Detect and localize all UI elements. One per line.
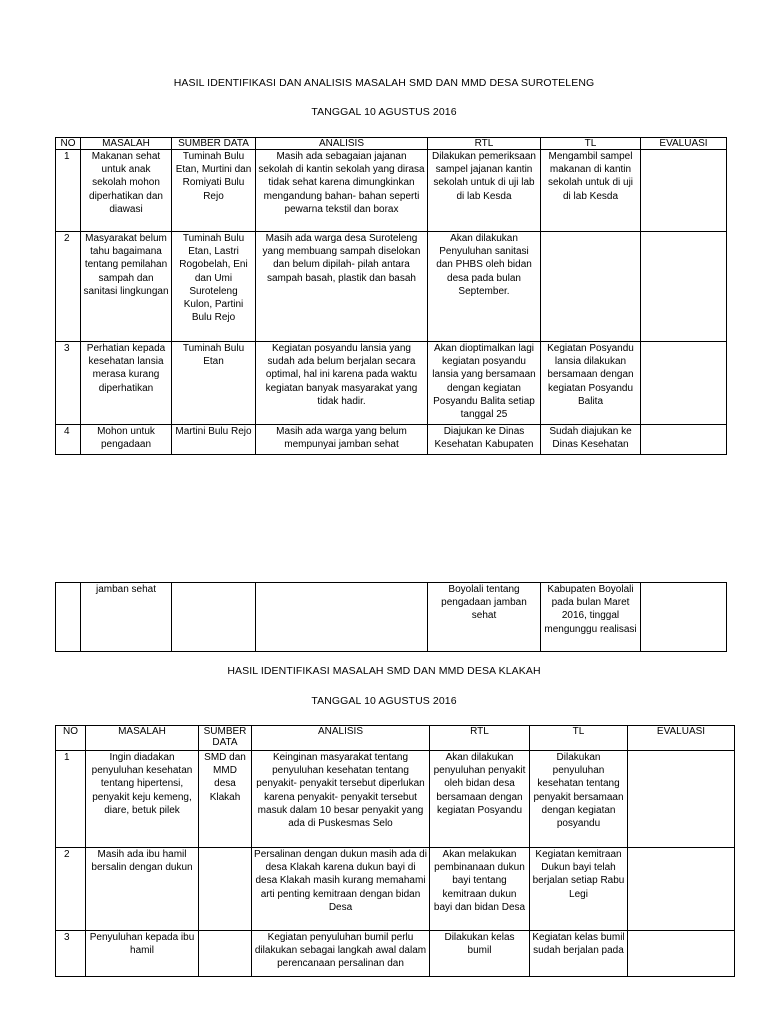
table-row (56, 583, 727, 652)
cell-tl: Kegiatan Posyandu lansia dilakukan bersamaan dengan kegiatan Posyandu Balita (541, 342, 641, 425)
header-tl: TL (541, 138, 641, 150)
table-row (56, 150, 727, 232)
table-row (56, 342, 727, 425)
cell-no: 3 (56, 342, 81, 425)
cell-sumber: Martini Bulu Rejo (172, 425, 256, 455)
header-no: NO (56, 138, 81, 150)
header-analisis: ANALISIS (252, 726, 430, 751)
cell-sumber: Tuminah Bulu Etan, Murtini dan Romiyati Bulu Rejo (172, 150, 256, 232)
cell-masalah: Ingin diadakan penyuluhan kesehatan tentang hipertensi, penyakit keju kemeng, diare, betuk pilek (86, 751, 199, 848)
header-sumber-data: SUMBER DATA (172, 138, 256, 150)
cell-sumber (199, 931, 252, 977)
section2-title: HASIL IDENTIFIKASI MASALAH SMD DAN MMD DESA KLAKAH (227, 665, 541, 677)
cell-sumber (199, 848, 252, 931)
cell-analisis: Masih ada warga yang belum mempunyai jamban sehat (256, 425, 428, 455)
table-row (56, 232, 727, 342)
cell-rtl: Dilakukan kelas bumil (430, 931, 530, 977)
cell-no: 1 (56, 150, 81, 232)
section2-date: TANGGAL 10 AGUSTUS 2016 (311, 695, 457, 707)
header-rtl: RTL (430, 726, 530, 751)
table-row (56, 425, 727, 455)
cell-analisis: Kegiatan posyandu lansia yang sudah ada belum berjalan secara optimal, hal ini karena pada waktu kegiatan banyak masyarakat yang tidak hadir. (256, 342, 428, 425)
header-evaluasi: EVALUASI (628, 726, 735, 751)
cell-masalah: Mohon untuk pengadaan (81, 425, 172, 455)
cell-analisis: Masih ada warga desa Suroteleng yang membuang sampah diselokan dan belum dipilah- pilah antara sampah basah, plastik dan basah (256, 232, 428, 342)
cell-analisis: Keinginan masyarakat tentang penyuluhan kesehatan tentang penyakit- penyakit tersebut diperlukan karena penyakit- penyakit tersebut masuk dalam 10 besar penyakit yang ada di Puskesmas Selo (252, 751, 430, 848)
cell-no: 4 (56, 425, 81, 455)
cell-masalah: Masih ada ibu hamil bersalin dengan dukun (86, 848, 199, 931)
cell-no: 2 (56, 848, 86, 931)
cell-rtl: Boyolali tentang pengadaan jamban sehat (428, 583, 541, 652)
cell-masalah: Penyuluhan kepada ibu hamil (86, 931, 199, 977)
cell-rtl: Akan dioptimalkan lagi kegiatan posyandu lansia yang bersamaan dengan kegiatan Posyandu Balita setiap tanggal 25 (428, 342, 541, 425)
table-row (56, 848, 735, 931)
cell-sumber: Tuminah Bulu Etan, Lastri Rogobelah, Eni dan Umi Suroteleng Kulon, Partini Bulu Rejo (172, 232, 256, 342)
cell-rtl: Diajukan ke Dinas Kesehatan Kabupaten (428, 425, 541, 455)
cell-no: 2 (56, 232, 81, 342)
header-sumber-data: SUMBER DATA (199, 726, 252, 751)
header-no: NO (56, 726, 86, 751)
header-masalah: MASALAH (86, 726, 199, 751)
cell-tl: Kegiatan kemitraan Dukun bayi telah berjalan setiap Rabu Legi (530, 848, 628, 931)
cell-tl (541, 232, 641, 342)
klakah-table (55, 725, 735, 977)
cell-masalah: jamban sehat (81, 583, 172, 652)
section1-title: HASIL IDENTIFIKASI DAN ANALISIS MASALAH SMD DAN MMD DESA SUROTELENG (173, 77, 595, 89)
table-row (56, 751, 735, 848)
header-tl: TL (530, 726, 628, 751)
cell-rtl: Dilakukan pemeriksaan sampel jajanan kantin sekolah untuk di uji lab di lab Kesda (428, 150, 541, 232)
cell-evaluasi (628, 848, 735, 931)
cell-analisis: Kegiatan penyuluhan bumil perlu dilakukan sebagai langkah awal dalam perencanaan persalinan dan (252, 931, 430, 977)
cell-evaluasi (641, 232, 727, 342)
cell-masalah: Masyarakat belum tahu bagaimana tentang pemilahan sampah dan sanitasi lingkungan (81, 232, 172, 342)
surotel-table (55, 137, 727, 455)
header-analisis: ANALISIS (256, 138, 428, 150)
cell-rtl: Akan dilakukan Penyuluhan sanitasi dan PHBS oleh bidan desa pada bulan September. (428, 232, 541, 342)
cell-no: 1 (56, 751, 86, 848)
cell-masalah: Perhatian kepada kesehatan lansia merasa kurang diperhatikan (81, 342, 172, 425)
cell-rtl: Akan melakukan pembinanaan dukun bayi tentang kemitraan dukun bayi dan bidan Desa (430, 848, 530, 931)
cell-analisis (256, 583, 428, 652)
cell-tl: Kegiatan kelas bumil sudah berjalan pada (530, 931, 628, 977)
cell-analisis: Masih ada sebagaian jajanan sekolah di kantin sekolah yang dirasa tidak sehat karena dimungkinkan mengandung bahan- bahan seperti pewarna tekstil dan borax (256, 150, 428, 232)
header-evaluasi: EVALUASI (641, 138, 727, 150)
cell-sumber (172, 583, 256, 652)
cell-evaluasi (628, 931, 735, 977)
table-row (56, 931, 735, 977)
cell-sumber: Tuminah Bulu Etan (172, 342, 256, 425)
cell-analisis: Persalinan dengan dukun masih ada di desa Klakah karena dukun bayi di desa Klakah masih kurang memahami arti penting kemitraan dengan bidan Desa (252, 848, 430, 931)
cell-tl: Mengambil sampel makanan di kantin sekolah untuk di uji di lab Kesda (541, 150, 641, 232)
cell-evaluasi (641, 150, 727, 232)
cell-tl: Dilakukan penyuluhan kesehatan tentang penyakit bersamaan dengan kegiatan posyandu (530, 751, 628, 848)
cell-evaluasi (641, 583, 727, 652)
cell-rtl: Akan dilakukan penyuluhan penyakit oleh bidan desa bersamaan dengan kegiatan Posyandu (430, 751, 530, 848)
cell-evaluasi (641, 342, 727, 425)
section1-date: TANGGAL 10 AGUSTUS 2016 (311, 106, 457, 118)
cell-evaluasi (641, 425, 727, 455)
surotel-table-continued (55, 582, 727, 652)
cell-no: 3 (56, 931, 86, 977)
cell-sumber: SMD dan MMD desa Klakah (199, 751, 252, 848)
cell-evaluasi (628, 751, 735, 848)
header-rtl: RTL (428, 138, 541, 150)
cell-masalah: Makanan sehat untuk anak sekolah mohon diperhatikan dan diawasi (81, 150, 172, 232)
cell-tl: Kabupaten Boyolali pada bulan Maret 2016, tinggal mengunggu realisasi (541, 583, 641, 652)
cell-tl: Sudah diajukan ke Dinas Kesehatan (541, 425, 641, 455)
cell-no (56, 583, 81, 652)
header-masalah: MASALAH (81, 138, 172, 150)
